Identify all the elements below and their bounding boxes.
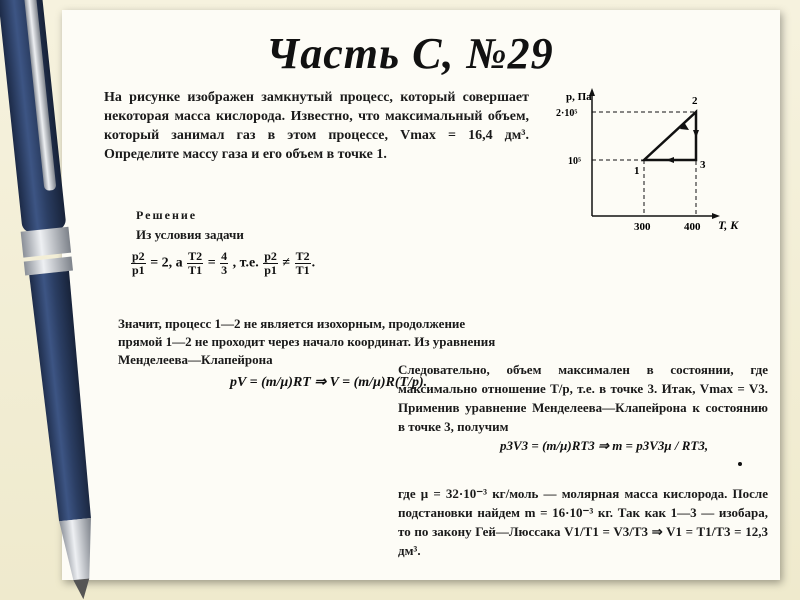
frac-t2-t1: $\frac{T2}{T1}$ (188, 249, 203, 277)
condition-intro: Из условия задачи (136, 227, 244, 242)
y-tick-high: 2·10⁵ (556, 108, 578, 119)
problem-statement: На рисунке изображен замкнутый процесс, который совершает некоторая масса кислорода. Известно, что максимальный объем, который занимал газ в этом процессе, Vmax = 16,4 дм³. Определите массу газа и его объем в точке 1. (104, 90, 529, 162)
y-tick-low: 10⁵ (568, 156, 581, 167)
pressure-temperature-graph (548, 86, 768, 236)
solution-paragraph-1: Значит, процесс 1—2 не является изохорным, продолжение прямой 1—2 не проходит через начало координат. Из уравнения Менделеева—Клапейрона (118, 316, 496, 367)
y-axis-label: p, Па (566, 91, 592, 103)
frac-4-3: $\frac{4}{3}$ (221, 249, 228, 277)
x-tick-400: 400 (684, 221, 701, 233)
x-axis-label: T, K (718, 218, 739, 232)
solution-paragraph-3: где μ = 32·10⁻³ кг/моль — молярная масса кислорода. После подстановки найдем m = 16·10⁻³ кг. Так как 1—3 — изобара, то по закону Гей—Люссака V1/T1 = V3/T3 ⇒ V1 = T1/T3 = 12,3 дм³. (398, 486, 768, 558)
solution-heading: Решение (136, 208, 198, 222)
solution-paragraph-2: Следовательно, объем максимален в состоянии, где максимально отношение T/p, т.е. в точке 3. Итак, Vmax = V3. Применив уравнение Менделеева—Клапейрона к состоянию в точке 3, получим (398, 362, 768, 434)
arrow-3-1 (666, 157, 674, 163)
mendeleev-formula: pV = (m/μ)RT ⇒ V = (m/μ)R(T/p). (230, 375, 428, 390)
x-tick-300: 300 (634, 221, 651, 233)
mass-formula: p3V3 = (m/μ)RT3 ⇒ m = p3V3μ / RT3, (500, 438, 709, 453)
ratio-formula: $\frac{p2}{p1}$ = 2, а $\frac{T2}{T1}$ = $\frac{4}{3}$ , т.е. $\frac{p2}{p1}$ ≠ $\frac{T2}{T1}$ . (132, 249, 316, 277)
point-1-label: 1 (634, 165, 640, 177)
frac-t2-t1-b: $\frac{T2}{T1}$ (295, 249, 310, 277)
page-title: Часть С, №29 (266, 29, 554, 78)
frac-p2-p1: $\frac{p2}{p1}$ (132, 249, 145, 277)
arrow-2-3 (693, 130, 699, 138)
point-3-label: 3 (700, 159, 706, 171)
stray-dot (738, 462, 742, 466)
frac-p2-p1-b: $\frac{p2}{p1}$ (264, 249, 277, 277)
cycle-path (644, 112, 696, 160)
point-2-label: 2 (692, 95, 698, 107)
